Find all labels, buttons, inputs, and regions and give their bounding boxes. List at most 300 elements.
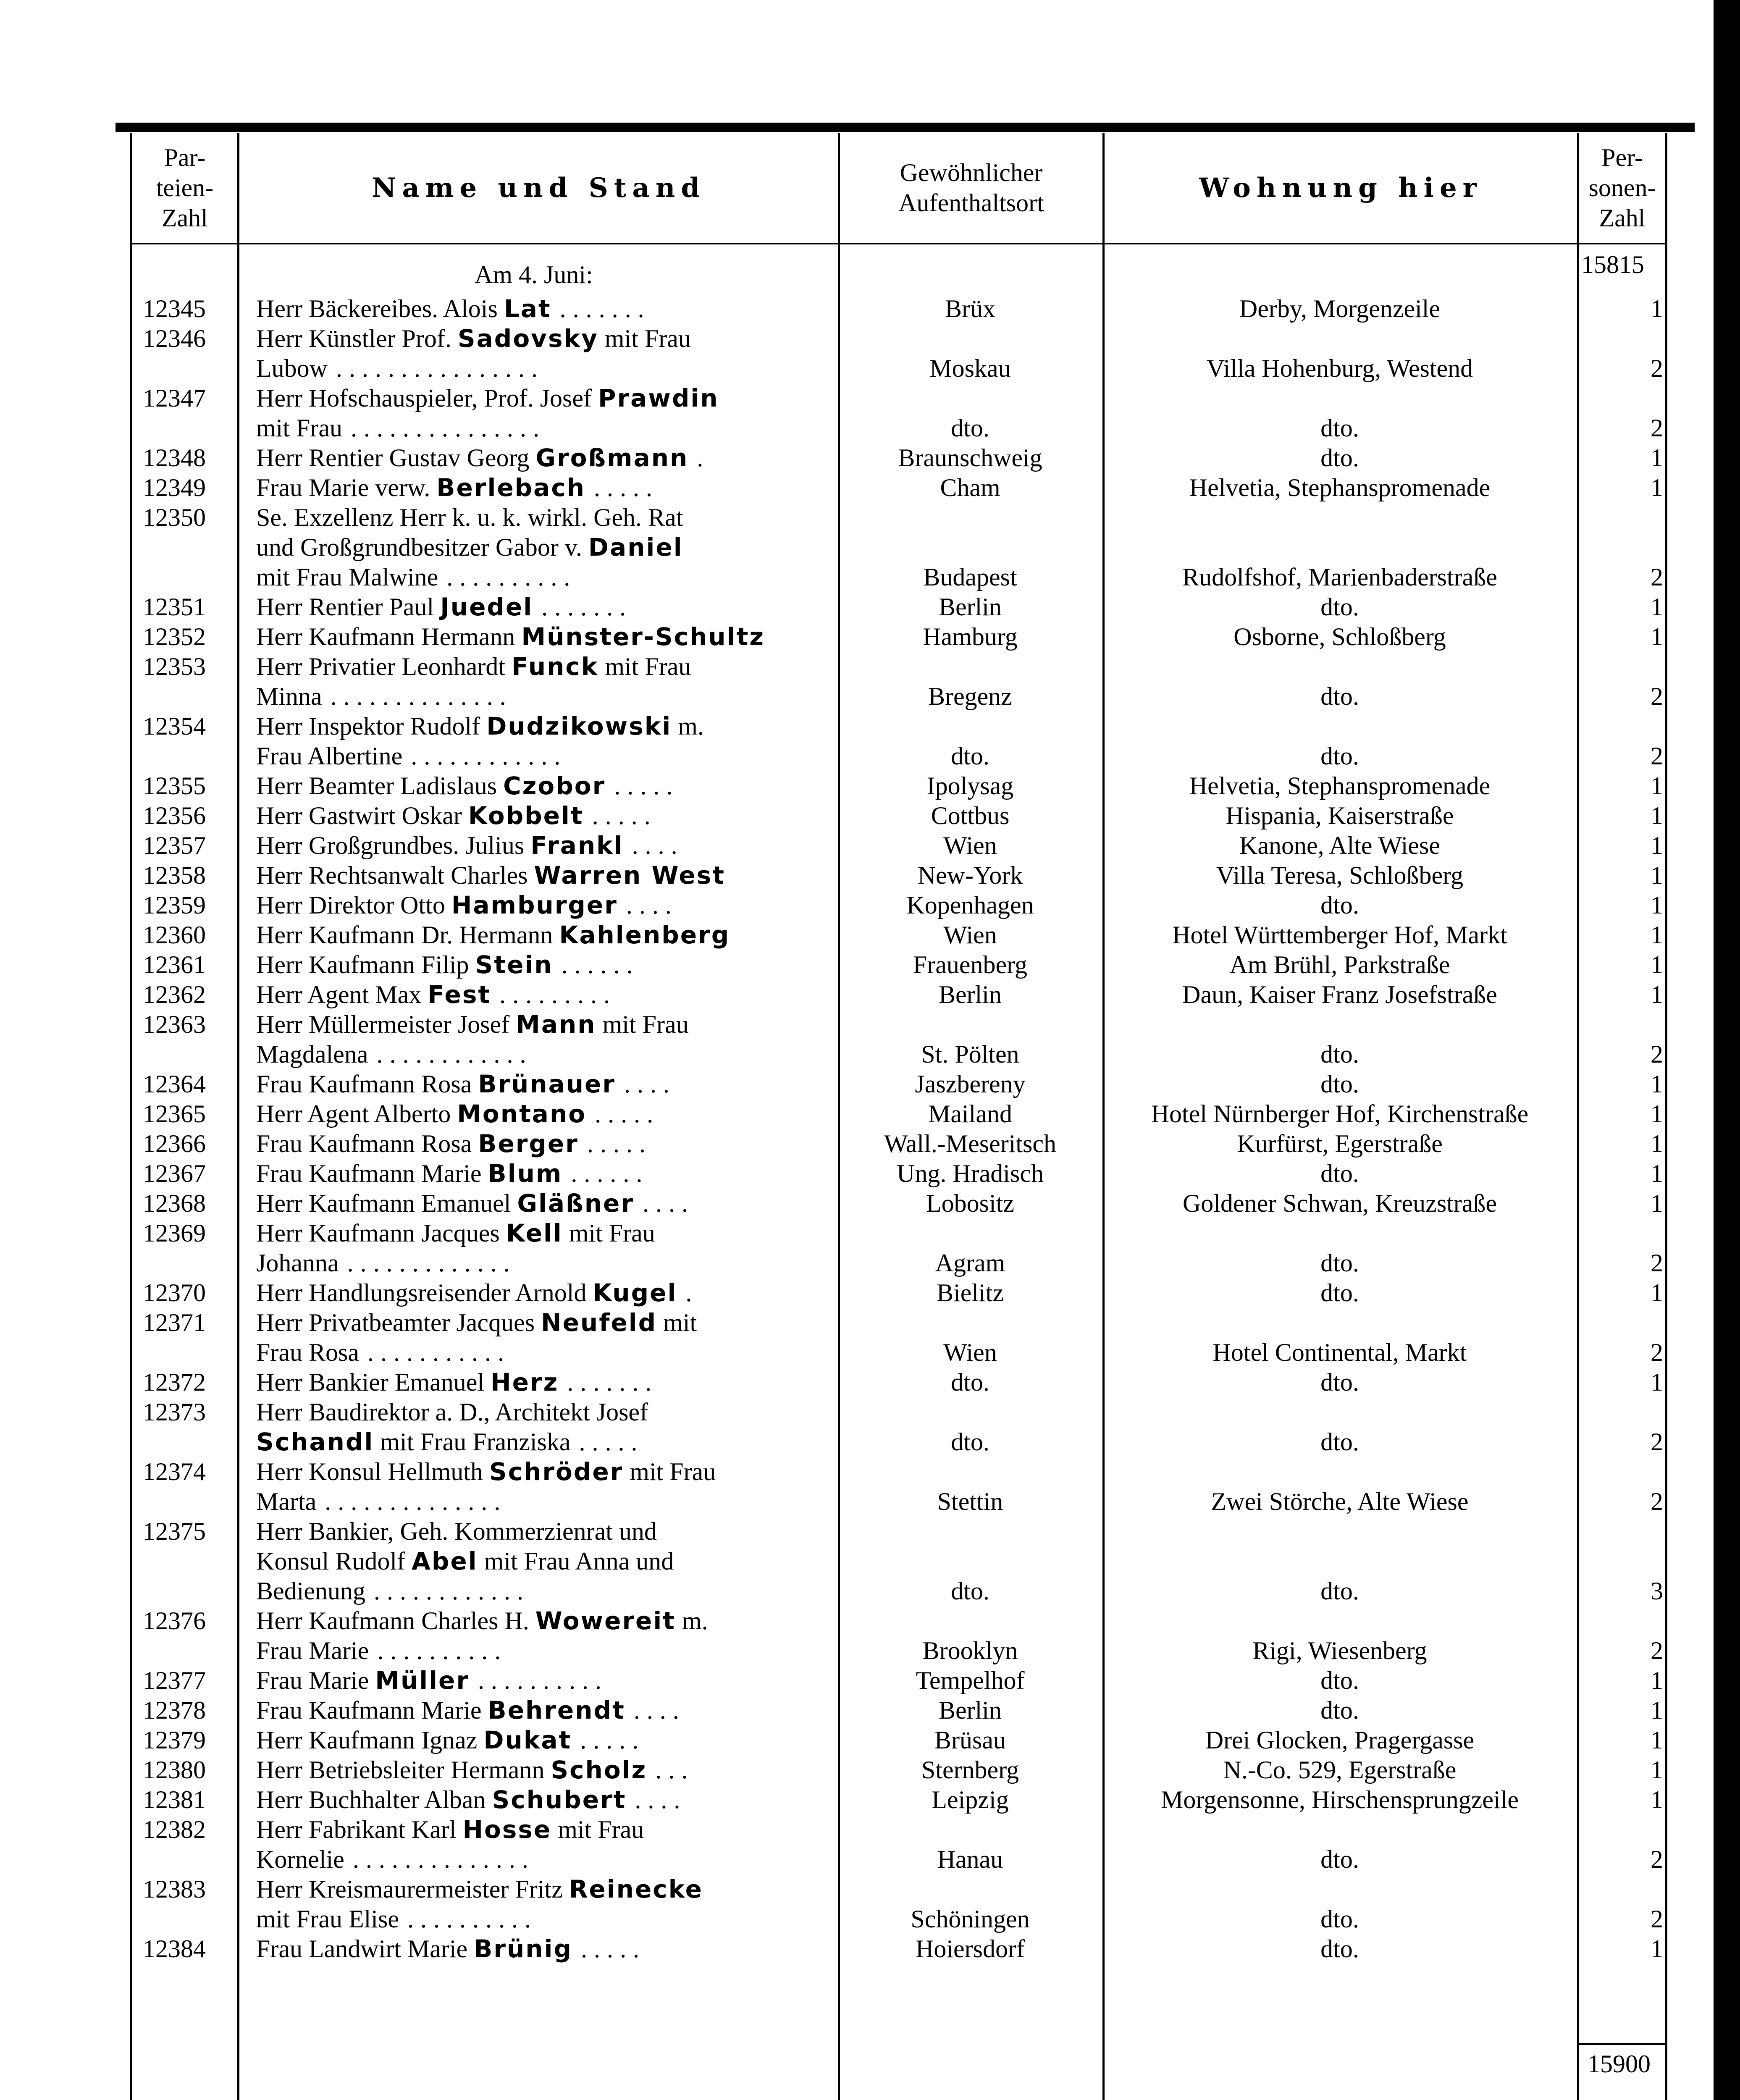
surname: Behrendt [488, 1696, 625, 1725]
table-row [0, 1427, 1714, 1457]
person-count: 1 [1651, 1160, 1663, 1187]
usual-residence: New-York [917, 861, 1023, 889]
total-count: 15900 [1588, 2050, 1651, 2078]
party-number: 12378 [143, 1696, 206, 1724]
table-row [0, 1546, 1714, 1576]
leader-dots: ... [655, 1756, 695, 1784]
leader-dots: ...... [571, 1160, 649, 1187]
table-row [0, 1308, 1714, 1338]
table-row [0, 1845, 1714, 1874]
party-number: 12357 [143, 832, 206, 859]
leader-dots: ............ [373, 1577, 530, 1605]
name-and-status [256, 503, 836, 533]
leader-dots: ..... [580, 1935, 646, 1963]
party-number: 12349 [143, 474, 206, 501]
table-row [0, 1606, 1714, 1636]
person-count: 2 [1651, 1339, 1663, 1366]
residence-here: Villa Hohenburg, Westend [1206, 354, 1473, 382]
leader-dots: ..... [595, 1100, 660, 1128]
header-residence-here: Wohnung hier [1199, 172, 1483, 204]
name-and-status [256, 861, 836, 890]
register-entries [0, 294, 1714, 1964]
name-and-status [256, 533, 836, 562]
person-count: 2 [1651, 354, 1663, 382]
name-prefix: Herr Müllermeister Josef [256, 1011, 516, 1038]
name-and-status [256, 1069, 836, 1099]
name-and-status [256, 1636, 836, 1666]
leader-dots: ..... [594, 474, 659, 501]
usual-residence: Frauenberg [913, 951, 1028, 979]
residence-here: Drei Glocken, Pragergasse [1205, 1726, 1475, 1754]
name-prefix: Herr Kaufmann Hermann [256, 623, 522, 651]
usual-residence: Berlin [939, 593, 1002, 621]
header-name-and-status: Name und Stand [371, 172, 706, 204]
party-number: 12373 [143, 1398, 206, 1426]
leader-dots: ..... [579, 1428, 644, 1456]
name-prefix: Herr Kaufmann Filip [256, 951, 475, 979]
surname: Mann [516, 1010, 596, 1039]
table-row [0, 711, 1714, 741]
usual-residence: Braunschweig [898, 444, 1042, 472]
name-and-status [256, 592, 836, 622]
name-prefix: Herr Direktor Otto [256, 891, 451, 919]
name-and-status [256, 1874, 836, 1904]
leader-dots: .............. [352, 1845, 535, 1873]
party-number: 12363 [143, 1011, 206, 1038]
leader-dots: ......... [499, 981, 617, 1008]
name-and-status [256, 1457, 836, 1487]
table-row [0, 1874, 1714, 1904]
person-count: 2 [1651, 682, 1663, 710]
usual-residence: Agram [935, 1249, 1005, 1277]
name-prefix: Herr Rentier Gustav Georg [256, 444, 536, 472]
header-party-number: Par- teien- Zahl [156, 144, 214, 232]
surname: Stein [475, 950, 553, 979]
table-row [0, 354, 1714, 383]
person-count: 1 [1651, 623, 1663, 651]
table-row [0, 383, 1714, 413]
name-and-status [256, 1517, 836, 1546]
table-row [0, 1755, 1714, 1785]
name-prefix: Herr Agent Alberto [256, 1100, 457, 1128]
person-count: 1 [1651, 1189, 1663, 1217]
surname: Dukat [483, 1726, 572, 1754]
name-and-status [256, 354, 836, 383]
usual-residence: Wall.-Meseritsch [884, 1130, 1057, 1158]
leader-dots: ....... [567, 1368, 659, 1396]
name-and-status [256, 1248, 836, 1278]
person-count: 2 [1651, 1905, 1663, 1933]
usual-residence: Hoiersdorf [916, 1935, 1025, 1963]
surname: Brünig [474, 1935, 572, 1963]
table-row [0, 1218, 1714, 1248]
name-and-status [256, 1755, 836, 1785]
usual-residence: Mailand [928, 1100, 1012, 1128]
usual-residence: Wien [943, 832, 997, 859]
name-prefix: Frau Marie [256, 1637, 369, 1664]
name-suffix: mit Frau Franziska [374, 1428, 571, 1456]
name-and-status [256, 950, 836, 980]
table-row [0, 1785, 1714, 1815]
residence-here: Zwei Störche, Alte Wiese [1211, 1488, 1469, 1515]
surname: Herz [491, 1368, 559, 1396]
surname: Kell [506, 1219, 563, 1247]
residence-here: dto. [1320, 1845, 1359, 1873]
person-count: 1 [1651, 1756, 1663, 1784]
name-and-status [256, 1010, 836, 1040]
residence-here: Hotel Württemberger Hof, Markt [1172, 921, 1507, 949]
table-row [0, 652, 1714, 682]
name-and-status [256, 1785, 836, 1815]
usual-residence: Hamburg [923, 623, 1018, 651]
party-number: 12377 [143, 1667, 206, 1694]
name-prefix: Herr Privatbeamter Jacques [256, 1309, 541, 1336]
surname: Czobor [503, 772, 606, 800]
name-and-status [256, 1218, 836, 1248]
surname: Müller [375, 1666, 470, 1695]
party-number: 12367 [143, 1160, 206, 1187]
leader-dots: ................ [336, 354, 544, 382]
leader-dots: .......... [478, 1667, 608, 1694]
residence-here: dto. [1320, 1905, 1359, 1933]
name-and-status [256, 831, 836, 861]
residence-here: dto. [1320, 1160, 1359, 1187]
name-prefix: Herr Agent Max [256, 981, 428, 1008]
residence-here: dto. [1320, 1279, 1359, 1307]
name-and-status [256, 1576, 836, 1606]
name-and-status [256, 1099, 836, 1129]
person-count: 2 [1651, 1845, 1663, 1873]
usual-residence: dto. [951, 1577, 989, 1605]
name-prefix: Herr Kaufmann Emanuel [256, 1189, 517, 1217]
surname: Juedel [440, 593, 533, 621]
person-count: 1 [1651, 593, 1663, 621]
name-prefix: Herr Kaufmann Dr. Hermann [256, 921, 559, 949]
total-rule [1579, 2043, 1665, 2045]
usual-residence: dto. [951, 742, 989, 770]
table-row [0, 1696, 1714, 1725]
surname: Schröder [489, 1457, 624, 1486]
person-count: 2 [1651, 1040, 1663, 1068]
table-row [0, 1129, 1714, 1159]
party-number: 12370 [143, 1279, 206, 1307]
usual-residence: Stettin [937, 1488, 1003, 1515]
name-and-status [256, 771, 836, 801]
leader-dots: . [697, 444, 710, 472]
usual-residence: Leipzig [932, 1786, 1009, 1814]
name-suffix: mit Frau [623, 1458, 716, 1486]
table-row [0, 1636, 1714, 1666]
name-and-status [256, 1278, 836, 1308]
usual-residence: Schöningen [911, 1905, 1030, 1933]
leader-dots: ...... [561, 951, 640, 979]
name-and-status [256, 652, 836, 682]
table-row [0, 562, 1714, 592]
leader-dots: ....... [541, 593, 633, 621]
table-row [0, 831, 1714, 861]
name-suffix: m. [672, 712, 704, 740]
usual-residence: Wien [943, 1339, 997, 1366]
name-prefix: Herr Inspektor Rudolf [256, 712, 487, 740]
party-number: 12369 [143, 1219, 206, 1247]
party-number: 12366 [143, 1130, 206, 1158]
table-row [0, 324, 1714, 354]
table-row [0, 1338, 1714, 1368]
name-and-status [256, 741, 836, 771]
surname: Gläßner [517, 1189, 634, 1218]
usual-residence: Berlin [939, 981, 1002, 1008]
name-prefix: Herr Betriebsleiter Hermann [256, 1756, 551, 1784]
usual-residence: Moskau [929, 354, 1011, 382]
person-count: 1 [1651, 861, 1663, 889]
usual-residence: Ung. Hradisch [897, 1160, 1044, 1187]
table-row [0, 1934, 1714, 1964]
party-number: 12355 [143, 772, 206, 800]
person-count: 1 [1651, 1279, 1663, 1307]
surname: Hamburger [451, 891, 618, 919]
leader-dots: ............. [347, 1249, 517, 1277]
leader-dots: ............ [411, 742, 567, 770]
name-prefix: mit Frau [256, 414, 342, 442]
name-and-status [256, 1129, 836, 1159]
table-row [0, 622, 1714, 652]
name-suffix: mit Frau [562, 1219, 655, 1247]
person-count: 1 [1651, 1696, 1663, 1724]
name-and-status [256, 920, 836, 950]
party-number: 12360 [143, 921, 206, 949]
name-prefix: Herr Bankier, Geh. Kommerzienrat und [256, 1517, 657, 1545]
leader-dots: ..... [592, 802, 657, 830]
person-count: 1 [1651, 981, 1663, 1008]
name-prefix: Herr Künstler Prof. [256, 325, 458, 352]
surname: Neufeld [541, 1308, 657, 1337]
residence-here: dto. [1320, 1696, 1359, 1724]
name-and-status [256, 1397, 836, 1427]
name-prefix: Frau Rosa [256, 1339, 359, 1366]
usual-residence: Lobositz [926, 1189, 1014, 1217]
party-number: 12372 [143, 1368, 206, 1396]
surname: Münster-Schultz [521, 622, 765, 651]
name-and-status [256, 1338, 836, 1368]
person-count: 1 [1651, 444, 1663, 472]
usual-residence: Bielitz [937, 1279, 1004, 1307]
person-count: 1 [1651, 1100, 1663, 1128]
table-row [0, 1159, 1714, 1189]
table-row [0, 682, 1714, 711]
residence-here: Helvetia, Stephanspromenade [1189, 772, 1491, 800]
residence-here: Am Brühl, Parkstraße [1229, 951, 1450, 979]
table-row [0, 1189, 1714, 1218]
usual-residence: Jaszbereny [915, 1070, 1026, 1098]
name-prefix: Frau Marie [256, 1667, 375, 1694]
residence-here: Goldener Schwan, Kreuzstraße [1182, 1189, 1497, 1217]
surname: Sadovsky [457, 324, 598, 353]
residence-here: dto. [1320, 414, 1359, 442]
party-number: 12346 [143, 325, 206, 352]
table-row [0, 771, 1714, 801]
name-and-status [256, 1815, 836, 1845]
surname: Brünauer [478, 1070, 616, 1098]
party-number: 12384 [143, 1935, 206, 1963]
surname: Montano [457, 1100, 587, 1128]
leader-dots: .......... [407, 1905, 538, 1933]
name-prefix: Konsul Rudolf [256, 1547, 412, 1575]
name-and-status [256, 1904, 836, 1934]
residence-here: dto. [1320, 593, 1359, 621]
name-prefix: und Großgrundbesitzer Gabor v. [256, 533, 588, 561]
table-row [0, 801, 1714, 831]
person-count: 1 [1651, 1726, 1663, 1754]
leader-dots: .......... [377, 1637, 508, 1664]
name-and-status [256, 890, 836, 920]
surname: Funck [512, 652, 599, 681]
person-count: 1 [1651, 1070, 1663, 1098]
usual-residence: Berlin [939, 1696, 1002, 1724]
surname: Berlebach [436, 473, 585, 502]
name-and-status [256, 294, 836, 324]
table-row [0, 1487, 1714, 1517]
name-and-status [256, 1427, 836, 1457]
residence-here: dto. [1320, 1667, 1359, 1694]
name-prefix: Herr Kreismaurermeister Fritz [256, 1875, 569, 1903]
person-count: 1 [1651, 802, 1663, 830]
name-and-status [256, 1487, 836, 1517]
name-suffix: mit Frau [551, 1816, 644, 1843]
name-prefix: Lubow [256, 354, 328, 382]
name-and-status [256, 383, 836, 413]
person-count: 1 [1651, 1667, 1663, 1694]
name-and-status [256, 443, 836, 473]
leader-dots: ..... [614, 772, 680, 800]
residence-here: Helvetia, Stephanspromenade [1189, 474, 1491, 501]
table-row [0, 950, 1714, 980]
person-count: 2 [1651, 1428, 1663, 1456]
leader-dots: .... [626, 891, 678, 919]
party-number: 12354 [143, 712, 206, 740]
person-count: 2 [1651, 414, 1663, 442]
surname: Lat [504, 294, 551, 323]
leader-dots: .......... [446, 563, 577, 591]
surname: Frankl [530, 831, 624, 860]
name-and-status [256, 1189, 836, 1218]
surname: Dudzikowski [486, 712, 672, 740]
name-prefix: Herr Rechtsanwalt Charles [256, 861, 534, 889]
name-prefix: Frau Kaufmann Rosa [256, 1070, 478, 1098]
name-prefix: Frau Kaufmann Marie [256, 1160, 488, 1187]
name-and-status [256, 1725, 836, 1755]
person-count: 1 [1651, 474, 1663, 501]
usual-residence: Wien [943, 921, 997, 949]
name-and-status [256, 1040, 836, 1069]
party-number: 12364 [143, 1070, 206, 1098]
name-and-status [256, 562, 836, 592]
table-row [0, 1576, 1714, 1606]
name-prefix: Johanna [256, 1249, 339, 1277]
name-and-status [256, 413, 836, 443]
usual-residence: Cham [940, 474, 1000, 501]
party-number: 12361 [143, 951, 206, 979]
party-number: 12371 [143, 1309, 206, 1336]
name-suffix: m. [676, 1607, 708, 1635]
surname: Schandl [256, 1428, 374, 1456]
table-row [0, 1666, 1714, 1696]
table-row [0, 503, 1714, 533]
residence-here: Derby, Morgenzeile [1239, 295, 1441, 323]
table-row [0, 473, 1714, 503]
surname: Abel [412, 1547, 478, 1575]
table-row [0, 980, 1714, 1010]
residence-here: dto. [1320, 1577, 1359, 1605]
usual-residence: dto. [951, 1368, 989, 1396]
residence-here: Osborne, Schloßberg [1233, 623, 1446, 651]
surname: Fest [428, 980, 491, 1009]
date-heading: Am 4. Juni: [475, 261, 593, 289]
name-prefix: mit Frau Elise [256, 1905, 399, 1933]
leader-dots: ..... [580, 1726, 646, 1754]
leader-dots: ..... [587, 1130, 652, 1158]
usual-residence: Hanau [937, 1845, 1003, 1873]
leader-dots: .............. [330, 682, 513, 710]
party-number: 12345 [143, 295, 206, 323]
header-rule [130, 243, 1667, 244]
person-count: 2 [1651, 1637, 1663, 1664]
name-prefix: Herr Handlungsreisender Arnold [256, 1279, 593, 1307]
name-prefix: Kornelie [256, 1845, 344, 1873]
name-prefix: Frau Kaufmann Marie [256, 1696, 488, 1724]
residence-here: dto. [1320, 891, 1359, 919]
party-number: 12365 [143, 1100, 206, 1128]
name-and-status [256, 980, 836, 1010]
usual-residence: Brüx [945, 295, 995, 323]
name-and-status [256, 1696, 836, 1725]
surname: Daniel [588, 533, 683, 562]
name-prefix: Herr Privatier Leonhardt [256, 653, 512, 680]
leader-dots: .... [633, 1696, 686, 1724]
person-count: 2 [1651, 1488, 1663, 1515]
person-count: 1 [1651, 891, 1663, 919]
name-suffix: mit Frau [598, 325, 691, 352]
name-prefix: Herr Konsul Hellmuth [256, 1458, 489, 1486]
residence-here: dto. [1320, 742, 1359, 770]
usual-residence: dto. [951, 1428, 989, 1456]
surname: Wowereit [535, 1606, 676, 1635]
name-and-status [256, 1308, 836, 1338]
table-row [0, 1815, 1714, 1845]
residence-here: Rudolfshof, Marienbaderstraße [1182, 563, 1497, 591]
name-and-status [256, 682, 836, 711]
table-row [0, 1069, 1714, 1099]
name-prefix: mit Frau Malwine [256, 563, 438, 591]
surname: Hosse [462, 1815, 552, 1844]
usual-residence: Cottbus [931, 802, 1010, 830]
table-row [0, 741, 1714, 771]
person-count: 1 [1651, 832, 1663, 859]
name-and-status [256, 1845, 836, 1874]
party-number: 12351 [143, 593, 206, 621]
name-prefix: Bedienung [256, 1577, 365, 1605]
name-prefix: Se. Exzellenz Herr k. u. k. wirkl. Geh. Rat [256, 504, 683, 531]
usual-residence: Kopenhagen [906, 891, 1034, 919]
residence-here: N.-Co. 529, Egerstraße [1223, 1756, 1457, 1784]
usual-residence: Budapest [923, 563, 1017, 591]
leader-dots: ............... [351, 414, 546, 442]
residence-here: Daun, Kaiser Franz Josefstraße [1182, 981, 1497, 1008]
person-count: 1 [1651, 1368, 1663, 1396]
name-and-status [256, 1606, 836, 1636]
person-count: 2 [1651, 1249, 1663, 1277]
name-prefix: Herr Beamter Ladislaus [256, 772, 504, 800]
surname: Kugel [593, 1278, 677, 1307]
